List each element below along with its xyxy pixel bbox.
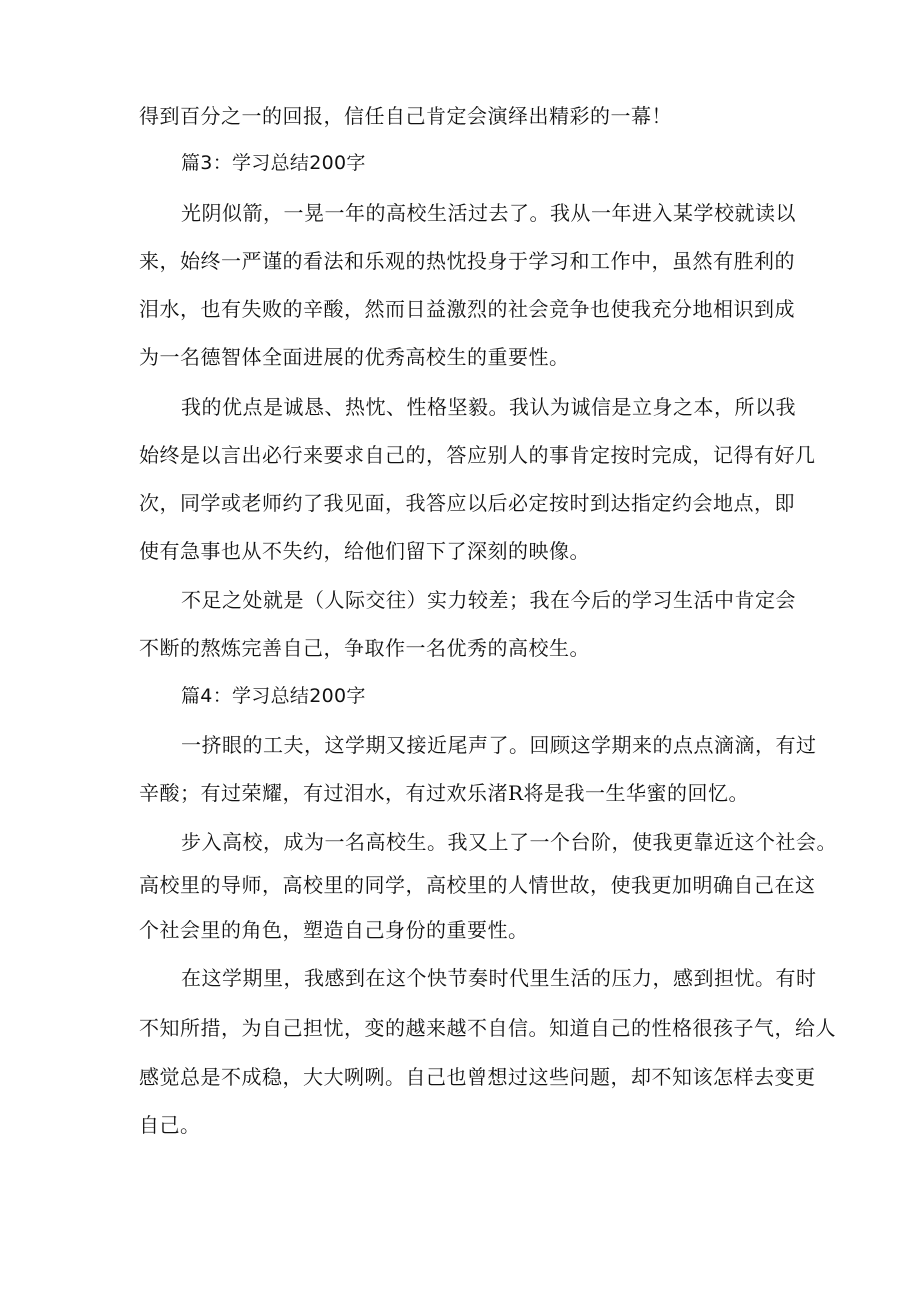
- paragraph-line: 不知所措，为自己担忧，变的越来越不自信。知道自己的性格很孩子气，给人: [139, 1016, 836, 1040]
- paragraph-line: 始终是以言出必行来要求自己的，答应别人的事肯定按时完成，记得有好几: [139, 443, 816, 467]
- paragraph-line: 我的优点是诚恳、热忱、性格坚毅。我认为诚信是立身之本，所以我: [181, 395, 796, 419]
- section-heading-3: 篇3：学习总结200字: [181, 152, 366, 174]
- paragraph-line: 使有急事也从不失约，给他们留下了深刻的映像。: [139, 539, 590, 563]
- paragraph-line: 步入高校，成为一名高校生。我又上了一个台阶，使我更靠近这个社会。: [181, 830, 837, 854]
- paragraph-line: 自己。: [139, 1113, 201, 1137]
- section-heading-4: 篇4：学习总结200字: [181, 685, 366, 707]
- text-line: 得到百分之一的回报，信任自己肯定会演绎出精彩的一幕！: [139, 104, 672, 128]
- paragraph-line: 次，同学或老师约了我见面，我答应以后必定按时到达指定约会地点，即: [139, 491, 795, 515]
- paragraph-line: 一挤眼的工夫，这学期又接近尾声了。回顾这学期来的点点滴滴，有过: [181, 733, 817, 757]
- paragraph-line: 个社会里的角色，塑造自己身份的重要性。: [139, 918, 529, 942]
- paragraph-line: 来，始终一严谨的看法和乐观的热忱投身于学习和工作中，虽然有胜利的: [139, 249, 795, 273]
- paragraph-line: 光阴似箭，一晃一年的高校生活过去了。我从一年进入某学校就读以: [181, 201, 796, 225]
- paragraph-line: 为一名德智体全面进展的优秀高校生的重要性。: [139, 345, 570, 369]
- paragraph-line: 不断的熬炼完善自己，争取作一名优秀的高校生。: [139, 636, 590, 660]
- paragraph-line: 高校里的导师，高校里的同学，高校里的人情世故，使我更加明确自己在这: [139, 873, 816, 897]
- paragraph-line: 在这学期里，我感到在这个快节奏时代里生活的压力，感到担忧。有时: [181, 966, 817, 990]
- paragraph-line: 感觉总是不成稳，大大咧咧。自己也曾想过这些问题，却不知该怎样去变更: [139, 1065, 816, 1089]
- paragraph-line: 不足之处就是（人际交往）实力较差；我在今后的学习生活中肯定会: [181, 588, 796, 612]
- paragraph-line: 辛酸；有过荣耀，有过泪水，有过欢乐渚R将是我一生华蜜的回忆。: [139, 781, 750, 805]
- paragraph-line: 泪水，也有失败的辛酸，然而日益激烈的社会竞争也使我充分地相识到成: [139, 297, 795, 321]
